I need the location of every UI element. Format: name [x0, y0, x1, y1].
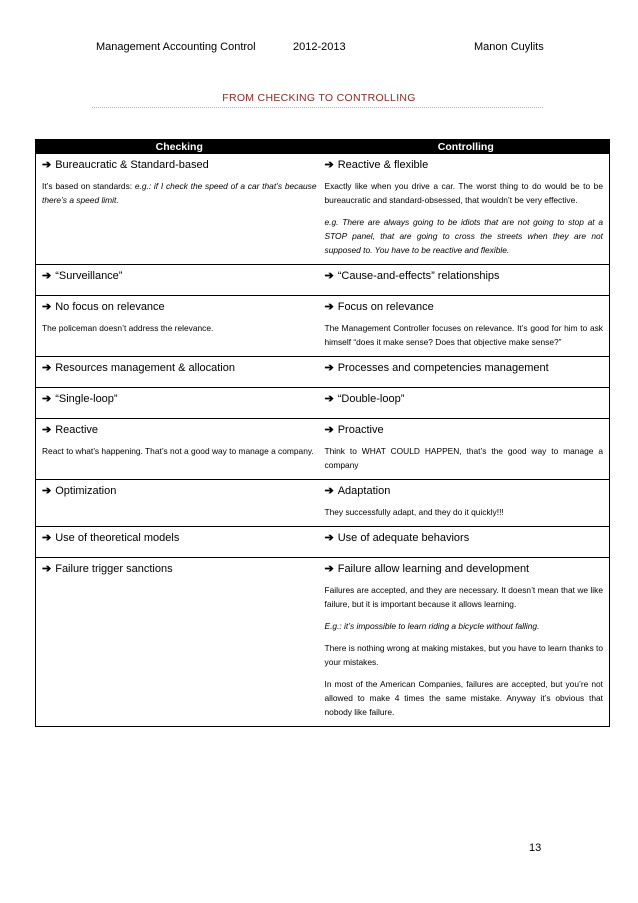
arrow-icon: ➔	[42, 532, 52, 544]
cell-text: React to what’s happening. That’s not a good way to manage a company.	[42, 446, 314, 456]
checking-cell	[36, 154, 323, 265]
controlling-cell	[323, 296, 610, 357]
controlling-cell	[323, 154, 610, 265]
page-title: FROM CHECKING TO CONTROLLING	[222, 92, 416, 104]
cell-text: The policeman doesn’t address the relevance.	[42, 323, 214, 333]
table-row	[36, 296, 610, 357]
table-header-row	[36, 139, 610, 154]
controlling-cell	[323, 357, 610, 388]
arrow-icon: ➔	[324, 159, 334, 171]
header-course: Management Accounting Control	[96, 41, 256, 53]
table-row	[36, 388, 610, 419]
page-number: 13	[529, 842, 542, 854]
arrow-icon: ➔	[42, 362, 52, 374]
cell-heading: ➔ Focus on relevance	[324, 301, 434, 313]
checking-cell	[36, 527, 323, 558]
arrow-icon: ➔	[324, 485, 334, 497]
checking-cell	[36, 357, 323, 388]
header-author: Manon Cuylits	[474, 41, 544, 53]
table-row	[36, 357, 610, 388]
cell-heading: ➔ No focus on relevance	[42, 301, 165, 313]
arrow-icon: ➔	[42, 563, 52, 575]
controlling-cell	[323, 388, 610, 419]
cell-heading: ➔ Bureaucratic & Standard-based	[42, 159, 209, 171]
cell-heading: ➔ Failure trigger sanctions	[42, 563, 173, 575]
controlling-cell	[323, 527, 610, 558]
table-row	[36, 419, 610, 480]
cell-heading: ➔ Reactive	[42, 424, 99, 436]
checking-cell	[36, 419, 323, 480]
cell-text: It’s based on standards: e.g.: if I check the speed of a car that’s because there’s a speed limit.	[42, 181, 317, 205]
cell-heading: ➔ Failure allow learning and development	[324, 563, 530, 575]
title-divider	[92, 107, 543, 108]
comparison-table	[35, 139, 610, 727]
column-header-checking: Checking	[36, 139, 323, 154]
cell-text: They successfully adapt, and they do it quickly!!!	[324, 507, 504, 517]
checking-cell	[36, 388, 323, 419]
table-row	[36, 154, 610, 265]
arrow-icon: ➔	[42, 393, 52, 405]
arrow-icon: ➔	[324, 532, 334, 544]
arrow-icon: ➔	[324, 301, 334, 313]
cell-heading: ➔ Processes and competencies management	[324, 362, 549, 374]
cell-text: Exactly like when you drive a car. The worst thing to do would be to be bureaucratic and standard-obsessed, that wouldn’t be very effective.	[324, 181, 603, 205]
arrow-icon: ➔	[324, 424, 334, 436]
cell-text: In most of the American Companies, failures are accepted, but you’re not allowed to make 4 times the same mistake. Anyway it’s obvious that nobody like failure.	[324, 679, 603, 717]
controlling-cell	[323, 558, 610, 727]
cell-heading: ➔ Use of adequate behaviors	[324, 532, 470, 544]
table-row	[36, 480, 610, 527]
arrow-icon: ➔	[324, 393, 334, 405]
cell-example: E.g.: it’s impossible to learn riding a bicycle without falling.	[324, 621, 540, 631]
arrow-icon: ➔	[324, 362, 334, 374]
cell-heading: ➔ Use of theoretical models	[42, 532, 180, 544]
cell-heading: ➔ Adaptation	[324, 485, 391, 497]
arrow-icon: ➔	[42, 424, 52, 436]
arrow-icon: ➔	[324, 563, 334, 575]
cell-example: e.g. There are always going to be idiots that are not going to stop at a STOP panel, that are going to cross the streets when they are not supposed to. You have to be reactive and flexible.	[324, 217, 603, 255]
header-year: 2012-2013	[293, 41, 346, 53]
column-header-controlling: Controlling	[323, 139, 610, 154]
cell-text: The Management Controller focuses on relevance. It’s good for him to ask himself “does it make sense? Does that objective make sense?”	[324, 323, 603, 347]
cell-heading: ➔ Optimization	[42, 485, 117, 497]
cell-text: There is nothing wrong at making mistakes, but you have to learn thanks to your mistakes.	[324, 643, 603, 667]
controlling-cell	[323, 265, 610, 296]
table-row	[36, 527, 610, 558]
arrow-icon: ➔	[42, 159, 52, 171]
table-row	[36, 265, 610, 296]
cell-text: Think to WHAT COULD HAPPEN, that’s the good way to manage a company	[324, 446, 603, 470]
checking-cell	[36, 558, 323, 727]
controlling-cell	[323, 419, 610, 480]
cell-heading: ➔ Reactive & flexible	[324, 159, 429, 171]
arrow-icon: ➔	[42, 301, 52, 313]
cell-heading: ➔ “Surveillance”	[42, 270, 123, 282]
arrow-icon: ➔	[324, 270, 334, 282]
checking-cell	[36, 296, 323, 357]
cell-heading: ➔ Proactive	[324, 424, 384, 436]
arrow-icon: ➔	[42, 485, 52, 497]
cell-text: Failures are accepted, and they are necessary. It doesn’t mean that we like failure, but it is important because it allows learning.	[324, 585, 603, 609]
table-row	[36, 558, 610, 727]
controlling-cell	[323, 480, 610, 527]
checking-cell	[36, 265, 323, 296]
cell-heading: ➔ Resources management & allocation	[42, 362, 235, 374]
checking-cell	[36, 480, 323, 527]
arrow-icon: ➔	[42, 270, 52, 282]
cell-heading: ➔ “Cause-and-effects” relationships	[324, 270, 500, 282]
cell-heading: ➔ “Single-loop”	[42, 393, 118, 405]
cell-heading: ➔ “Double-loop”	[324, 393, 405, 405]
